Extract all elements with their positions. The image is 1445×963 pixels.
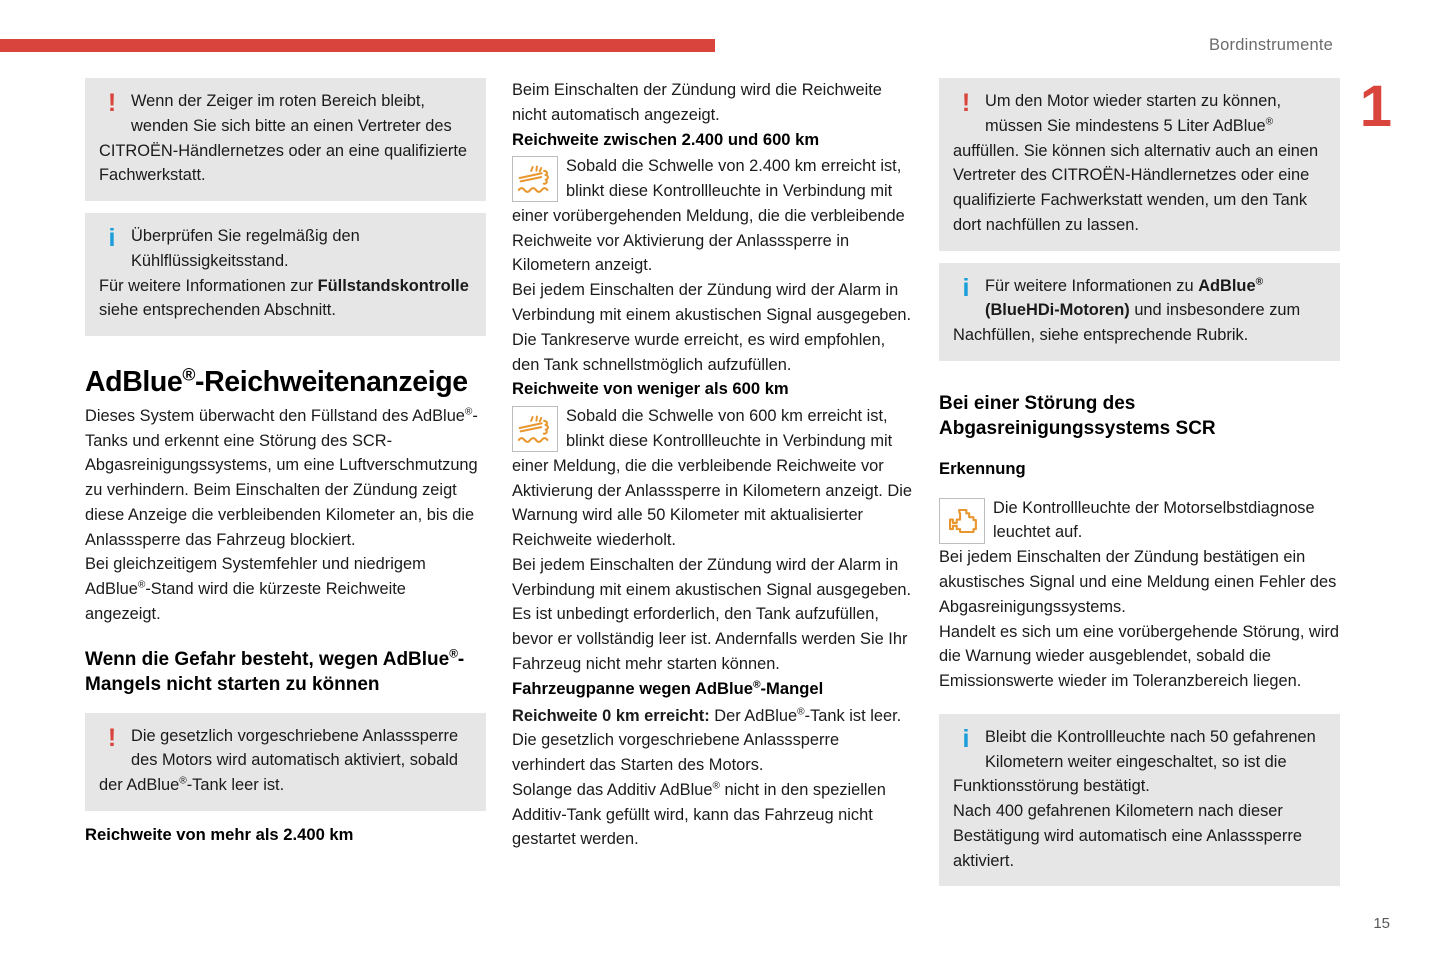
registered-mark: ®	[797, 706, 805, 718]
registered-mark: ®	[179, 775, 187, 787]
scr-exhaust-warning-icon	[512, 156, 558, 202]
notice-text	[953, 89, 1326, 238]
heading-breakdown-adblue	[512, 677, 913, 702]
notice-line-2-post: siehe entsprechenden Abschnitt.	[99, 301, 336, 320]
notice-text	[953, 274, 1326, 348]
paragraph-additive-tank	[512, 778, 913, 852]
notice-warning-legal-immobiliser	[85, 713, 486, 811]
heading-scr-malfunction: Bei einer Störung des Abgasreinigungssystems SCR	[939, 392, 1216, 440]
paragraph-refill-before-empty: Es ist unbedingt erforderlich, den Tank aufzufüllen, bevor er vollständig leer ist. Andernfalls werden Sie Ihr Fahrzeug nicht mehr starten können.	[512, 605, 908, 673]
page-title	[85, 366, 486, 400]
registered-mark: ®	[182, 364, 195, 385]
notice-bold-adblue: AdBlue	[1198, 276, 1256, 295]
registered-mark: ®	[137, 579, 146, 591]
subheading-text-a: Wenn die Gefahr besteht, wegen AdBlue	[85, 648, 450, 670]
telltale-description: Sobald die Schwelle von 600 km erreicht ist, blinkt diese Kontrollleuchte in Verbindung mit einer Meldung, die die verbleibende Reichweite vor Aktivierung der Anlasssperre in Kilometern anzeigt. Die Warnung wird alle 50 Kilometer mit aktualisierter Reichweite wiederholt.	[512, 407, 912, 550]
notice-info-confirmed-fault	[939, 714, 1340, 887]
notice-text	[953, 725, 1326, 874]
para-text-b: -Stand wird die kürzeste Reichweite angezeigt.	[85, 580, 406, 623]
column-middle	[512, 78, 913, 852]
notice-text-pre: Für weitere Informationen zu	[985, 276, 1199, 295]
notice-line-2: Nach 400 gefahrenen Kilometern nach dieser Bestätigung wird automatisch eine Anlasssperre aktiviert.	[953, 802, 1302, 870]
info-icon: i	[108, 224, 116, 253]
telltale-block-engine-check	[939, 496, 1340, 546]
notice-info-adblue-reference	[939, 263, 1340, 361]
para-text-a: Solange das Additiv AdBlue	[512, 780, 713, 799]
subheading-text-b: -Mangels nicht starten zu können	[85, 648, 465, 696]
registered-mark: ®	[712, 780, 720, 792]
registered-mark: ®	[464, 406, 473, 418]
page-number: 15	[1373, 915, 1390, 932]
title-rest: -Reichweitenanzeige	[194, 366, 468, 399]
notice-warning-pointer-red-zone	[85, 78, 486, 201]
heading-text-b: -Mangel	[760, 678, 824, 698]
notice-line-2-pre: Für weitere Informationen zur	[99, 276, 318, 295]
para-text-a: Bei gleichzeitigem Systemfehler und niedrigem AdBlue	[85, 555, 426, 599]
telltale-description: Sobald die Schwelle von 2.400 km erreicht ist, blinkt diese Kontrollleuchte in Verbindung mit einer vorübergehenden Meldung, die die verbleibende Reichweite vor Aktivierung der Anlasssperre in Kilometern anzeigt.	[512, 157, 905, 275]
para-text-b: nicht in den speziellen Additiv-Tank gefüllt wird, kann das Fahrzeug nicht gestartet werden.	[512, 780, 886, 849]
notice-text	[99, 224, 472, 323]
telltale-block-2400	[512, 154, 913, 278]
notice-text-b: auffüllen. Sie können sich alternativ auch an einen Vertreter des CITROËN-Händlernetzes oder eine qualifizierte Fachwerkstatt wenden, um den Tank dort nachfüllen zu lassen.	[953, 141, 1319, 234]
column-right	[939, 78, 1340, 886]
telltale-description: Die Kontrollleuchte der Motorselbstdiagnose leuchtet auf.	[993, 498, 1315, 542]
notice-line-1: Bleibt die Kontrollleuchte nach 50 gefahrenen Kilometern weiter eingeschaltet, so ist die Funktionsstörung bestätigt.	[953, 727, 1316, 796]
zero-range-text-a: Der AdBlue	[709, 706, 798, 725]
paragraph-alarm-acoustic-2: Bei jedem Einschalten der Zündung wird der Alarm in Verbindung mit einem akustischen Signal ausgegeben.	[512, 555, 912, 599]
registered-mark: ®	[1265, 116, 1274, 128]
registered-mark: ®	[449, 647, 458, 661]
notice-text-a: Die gesetzlich vorgeschriebene Anlasssperre des Motors wird automatisch aktiviert, sobald der AdBlue	[99, 726, 459, 795]
warning-icon: !	[961, 89, 971, 117]
registered-mark: ®	[752, 679, 761, 691]
paragraph-ignition-intro: Beim Einschalten der Zündung wird die Reichweite nicht automatisch angezeigt.	[512, 81, 882, 124]
telltale-block-600	[512, 404, 913, 553]
info-icon: i	[962, 273, 970, 302]
warning-icon: !	[107, 89, 117, 117]
chapter-number-tab: 1	[1359, 74, 1390, 139]
para-text-a: Dieses System überwacht den Füllstand des AdBlue	[85, 406, 465, 425]
paragraph-alarm-acoustic-1: Bei jedem Einschalten der Zündung wird der Alarm in Verbindung mit einem akustischen Signal ausgegeben.	[512, 281, 912, 325]
heading-text-a: Fahrzeugpanne wegen AdBlue	[512, 678, 753, 698]
warning-icon: !	[107, 723, 117, 752]
notice-text-post: und insbesondere zum Nachfüllen, siehe entsprechende Rubrik.	[953, 301, 1301, 345]
notice-text-a: Um den Motor wieder starten zu können, müssen Sie mindestens 5 Liter AdBlue	[985, 92, 1282, 135]
notice-text: Wenn der Zeiger im roten Bereich bleibt, wenden Sie sich bitte an einen Vertreter des CITROËN-Händlernetzes oder an eine qualifizierte Fachwerkstatt.	[99, 92, 468, 185]
paragraph-shortest-range	[85, 552, 486, 626]
column-left	[85, 78, 486, 850]
notice-line-2-bold: Füllstandskontrolle	[317, 276, 469, 295]
scr-exhaust-warning-icon	[512, 406, 558, 452]
notice-text-b: -Tank leer ist.	[186, 776, 285, 795]
heading-range-less-than-600: Reichweite von weniger als 600 km	[512, 379, 789, 399]
heading-range-between: Reichweite zwischen 2.400 und 600 km	[512, 129, 820, 149]
paragraph-system-overview	[85, 404, 486, 553]
paragraph-reserve-reached: Die Tankreserve wurde erreicht, es wird empfohlen, den Tank schnellstmöglich aufzufüllen.	[512, 330, 886, 374]
page-header-title: Bordinstrumente	[1208, 36, 1333, 54]
notice-bold-bluehdi: (BlueHDi-Motoren)	[985, 301, 1130, 320]
notice-text	[99, 724, 472, 798]
info-icon: i	[962, 724, 970, 753]
para-text-b: -Tanks und erkennt eine Störung des SCR-Abgasreinigungssystems, um eine Luftverschmutzung zu verhindern. Beim Einschalten der Zündung zeigt diese Anzeige die verbleibenden Kilometer an, bis die Anlasssperre das Fahrzeug blockiert.	[85, 406, 478, 549]
title-adblue: AdBlue	[85, 366, 183, 399]
page-columns	[85, 78, 1360, 886]
notice-line-1: Überprüfen Sie regelmäßig den Kühlflüssigkeitsstand.	[131, 227, 360, 270]
notice-warning-restart-engine	[939, 78, 1340, 251]
subheading-start-risk	[85, 647, 486, 698]
registered-mark-bold: ®	[1255, 276, 1264, 288]
zero-range-text-b: -Tank ist leer. Die gesetzlich vorgeschriebene Anlasssperre verhindert das Starten des Motors.	[512, 706, 902, 775]
heading-detection: Erkennung	[939, 458, 1026, 478]
heading-range-more-than-2400: Reichweite von mehr als 2.400 km	[85, 824, 354, 844]
engine-check-icon	[939, 498, 985, 544]
paragraph-zero-range	[512, 704, 913, 778]
zero-range-lead: Reichweite 0 km erreicht:	[512, 706, 710, 725]
notice-info-coolant-level	[85, 213, 486, 336]
paragraph-ignition-confirm-fault: Bei jedem Einschalten der Zündung bestätigen ein akustisches Signal und eine Meldung einen Fehler des Abgasreinigungssystems.	[939, 548, 1337, 616]
paragraph-temporary-fault: Handelt es sich um eine vorübergehende Störung, wird die Warnung wieder ausgeblendet, sobald die Emissionswerte wieder im Toleranzbereich liegen.	[939, 622, 1339, 691]
header-red-rule	[0, 39, 715, 52]
